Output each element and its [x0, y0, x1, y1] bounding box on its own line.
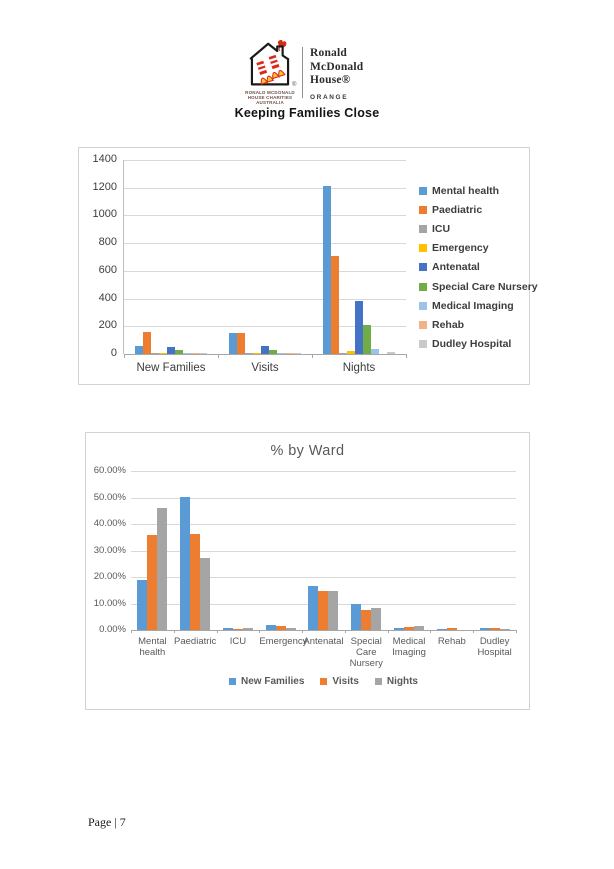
bar-visits-mental-health	[147, 535, 157, 630]
legend-item-paediatric	[419, 200, 538, 219]
bar-new-families-paediatric	[180, 497, 190, 630]
bar-icu-visits	[245, 353, 253, 354]
y-tick-label: 600	[98, 263, 117, 276]
legend-label: Mental health	[432, 184, 500, 197]
bar-paediatric-nights	[331, 256, 339, 354]
legend-label: Paediatric	[432, 203, 483, 216]
bar-dudley-hospital-visits	[293, 353, 301, 354]
bar-emergency-visits	[253, 353, 261, 354]
legend-swatch-icon	[419, 263, 427, 271]
category-label-paediatric: Paediatric	[174, 636, 217, 647]
bar-icu-new-families	[151, 353, 159, 354]
bar-group-special-care-nursery	[345, 471, 388, 630]
bar-nights-emergency	[286, 628, 296, 630]
x-axis-tick	[259, 630, 260, 633]
category-label-antenatal: Antenatal	[303, 636, 344, 647]
bar-paediatric-new-families	[143, 332, 151, 354]
percent-by-ward-plot-area	[131, 471, 516, 630]
legend-label: Medical Imaging	[432, 299, 514, 312]
brand-line: Ronald	[310, 47, 347, 59]
legend-swatch-icon	[419, 302, 427, 310]
y-tick-label: 200	[98, 319, 117, 332]
category-label-new-families: New Families	[136, 362, 206, 374]
legend-swatch-icon	[419, 225, 427, 233]
charity-line: AUSTRALIA	[256, 100, 284, 105]
bar-new-families-rehab	[437, 629, 447, 630]
bar-visits-icu	[233, 629, 243, 630]
x-axis-tick	[388, 630, 389, 633]
page-number: Page | 7	[88, 815, 126, 829]
legend-label: Special Care Nursery	[432, 280, 538, 293]
bar-group-mental-health	[131, 471, 174, 630]
y-tick-label: 60.00%	[93, 465, 126, 476]
legend-item-medical-imaging	[419, 296, 538, 315]
category-label-special-care-nursery: Special Care Nursery	[349, 636, 383, 669]
bar-paediatric-visits	[237, 333, 245, 354]
bar-group-antenatal	[302, 471, 345, 630]
legend-swatch-icon	[419, 340, 427, 348]
x-axis-tick	[345, 630, 346, 633]
bar-group-nights	[312, 160, 406, 354]
bar-new-families-mental-health	[137, 580, 147, 630]
bar-medical-imaging-visits	[277, 353, 285, 354]
bar-visits-emergency	[276, 626, 286, 630]
category-label-mental-health: Mental health	[138, 636, 167, 658]
bar-group-dudley-hospital	[473, 471, 516, 630]
legend-swatch-icon	[419, 244, 427, 252]
rmh-house-logo-icon	[242, 32, 298, 88]
legend-swatch-icon	[375, 678, 382, 685]
percent-by-ward-chart	[85, 432, 530, 710]
category-label-emergency: Emergency	[259, 636, 308, 647]
bar-group-visits	[218, 160, 312, 354]
y-tick-label: 40.00%	[93, 518, 126, 529]
ward-counts-plot-area	[124, 160, 406, 354]
bar-nights-mental-health	[157, 508, 167, 630]
y-tick-label: 400	[98, 291, 117, 304]
category-label-visits: Visits	[251, 362, 279, 374]
bar-emergency-nights	[347, 351, 355, 354]
y-tick-label: 800	[98, 236, 117, 249]
x-axis-tick	[302, 630, 303, 633]
y-tick-label: 1200	[92, 180, 117, 193]
bar-special-care-nursery-visits	[269, 350, 277, 354]
legend-label: Antenatal	[432, 261, 480, 274]
bar-nights-dudley-hospital	[500, 629, 510, 630]
bar-group-emergency	[259, 471, 302, 630]
category-label-rehab: Rehab	[437, 636, 466, 647]
legend-label: Visits	[332, 676, 359, 687]
bar-dudley-hospital-new-families	[199, 353, 207, 354]
x-axis-tick	[124, 354, 125, 358]
legend-label: Emergency	[432, 242, 489, 255]
bar-special-care-nursery-nights	[363, 325, 371, 354]
bar-visits-paediatric	[190, 534, 200, 630]
bar-medical-imaging-nights	[371, 349, 379, 354]
legend-item-mental-health	[419, 181, 538, 200]
bar-dudley-hospital-nights	[387, 352, 395, 354]
legend-label: Rehab	[432, 318, 465, 331]
x-axis-line	[131, 630, 516, 631]
legend-label: New Families	[241, 676, 305, 687]
brand-line: House®	[310, 74, 351, 86]
tagline: Keeping Families Close	[234, 106, 380, 120]
legend-item-antenatal	[419, 258, 538, 277]
x-axis-tick	[473, 630, 474, 633]
bar-new-families-antenatal	[308, 586, 318, 630]
legend-label: Dudley Hospital	[432, 338, 512, 351]
logo-divider	[302, 47, 303, 98]
bar-rehab-visits	[285, 353, 293, 354]
bar-new-families-special-care-nursery	[351, 604, 361, 630]
charity-line: HOUSE CHARITIES	[247, 95, 293, 100]
x-axis-tick	[174, 630, 175, 633]
charity-line: RONALD MCDONALD	[245, 90, 295, 95]
ward-counts-legend	[419, 181, 538, 354]
bar-group-medical-imaging	[388, 471, 431, 630]
bar-visits-antenatal	[318, 591, 328, 630]
x-axis-tick	[430, 630, 431, 633]
charity-text	[232, 90, 308, 105]
bar-nights-medical-imaging	[414, 626, 424, 630]
legend-swatch-icon	[419, 283, 427, 291]
bar-visits-medical-imaging	[404, 627, 414, 630]
y-tick-label: 20.00%	[93, 571, 126, 582]
bar-icu-nights	[339, 353, 347, 354]
legend-swatch-icon	[419, 206, 427, 214]
y-tick-label: 0.00%	[99, 624, 126, 635]
legend-item-icu	[419, 219, 538, 238]
legend-label: Nights	[386, 676, 418, 687]
bar-rehab-new-families	[191, 353, 199, 354]
bar-group-rehab	[430, 471, 473, 630]
legend-item-emergency	[419, 239, 538, 258]
bar-medical-imaging-new-families	[183, 353, 191, 354]
ward-counts-chart	[78, 147, 538, 385]
bar-new-families-dudley-hospital	[480, 628, 490, 630]
brand-wordmark	[310, 47, 363, 104]
bar-special-care-nursery-new-families	[175, 350, 183, 354]
bar-group-paediatric	[174, 471, 217, 630]
legend-swatch-icon	[320, 678, 327, 685]
bar-antenatal-nights	[355, 301, 363, 354]
x-axis-tick	[516, 630, 517, 633]
bar-mental-health-new-families	[135, 346, 143, 354]
bar-new-families-emergency	[266, 625, 276, 630]
legend-label: ICU	[432, 222, 451, 235]
y-tick-label: 0	[110, 347, 117, 359]
y-tick-label: 1400	[92, 153, 117, 165]
y-tick-label: 10.00%	[93, 597, 126, 609]
legend-swatch-icon	[419, 321, 427, 329]
bar-mental-health-nights	[323, 186, 331, 354]
category-label-nights: Nights	[342, 362, 376, 374]
bar-group-new-families	[124, 160, 218, 354]
percent-by-ward-legend	[131, 676, 516, 687]
x-axis-line	[124, 354, 406, 355]
x-axis-tick	[218, 354, 219, 358]
brand-line: McDonald	[310, 60, 364, 73]
legend-swatch-icon	[419, 187, 427, 195]
legend-item-nights	[375, 676, 418, 687]
y-tick-label: 1000	[92, 208, 117, 221]
y-tick-label: 50.00%	[93, 491, 126, 503]
bar-antenatal-new-families	[167, 347, 175, 354]
registered-trademark: ®	[292, 82, 297, 88]
x-axis-tick	[406, 354, 407, 358]
bar-visits-dudley-hospital	[490, 628, 500, 630]
category-label-medical-imaging: Medical Imaging	[392, 636, 426, 658]
category-label-dudley-hospital: Dudley Hospital	[477, 636, 512, 658]
bar-visits-special-care-nursery	[361, 610, 371, 630]
legend-item-dudley-hospital	[419, 335, 538, 354]
bar-visits-rehab	[447, 628, 457, 630]
legend-item-special-care-nursery	[419, 277, 538, 296]
brand-region: ORANGE	[310, 93, 349, 101]
bar-group-icu	[217, 471, 260, 630]
bar-nights-special-care-nursery	[371, 608, 381, 630]
bar-emergency-new-families	[159, 353, 167, 354]
x-axis-tick	[131, 630, 132, 633]
bar-nights-icu	[243, 628, 253, 630]
legend-item-visits	[320, 676, 359, 687]
bar-new-families-medical-imaging	[394, 628, 404, 630]
bar-new-families-icu	[223, 628, 233, 630]
bar-nights-paediatric	[200, 558, 210, 630]
chart-title: % by Ward	[270, 443, 345, 459]
bar-nights-antenatal	[328, 591, 338, 630]
x-axis-tick	[312, 354, 313, 358]
y-tick-label: 30.00%	[93, 544, 126, 556]
legend-item-rehab	[419, 315, 538, 334]
bar-antenatal-visits	[261, 346, 269, 354]
category-label-icu: ICU	[229, 636, 247, 647]
x-axis-tick	[217, 630, 218, 633]
legend-item-new-families	[229, 676, 304, 687]
legend-swatch-icon	[229, 678, 236, 685]
bar-mental-health-visits	[229, 333, 237, 354]
